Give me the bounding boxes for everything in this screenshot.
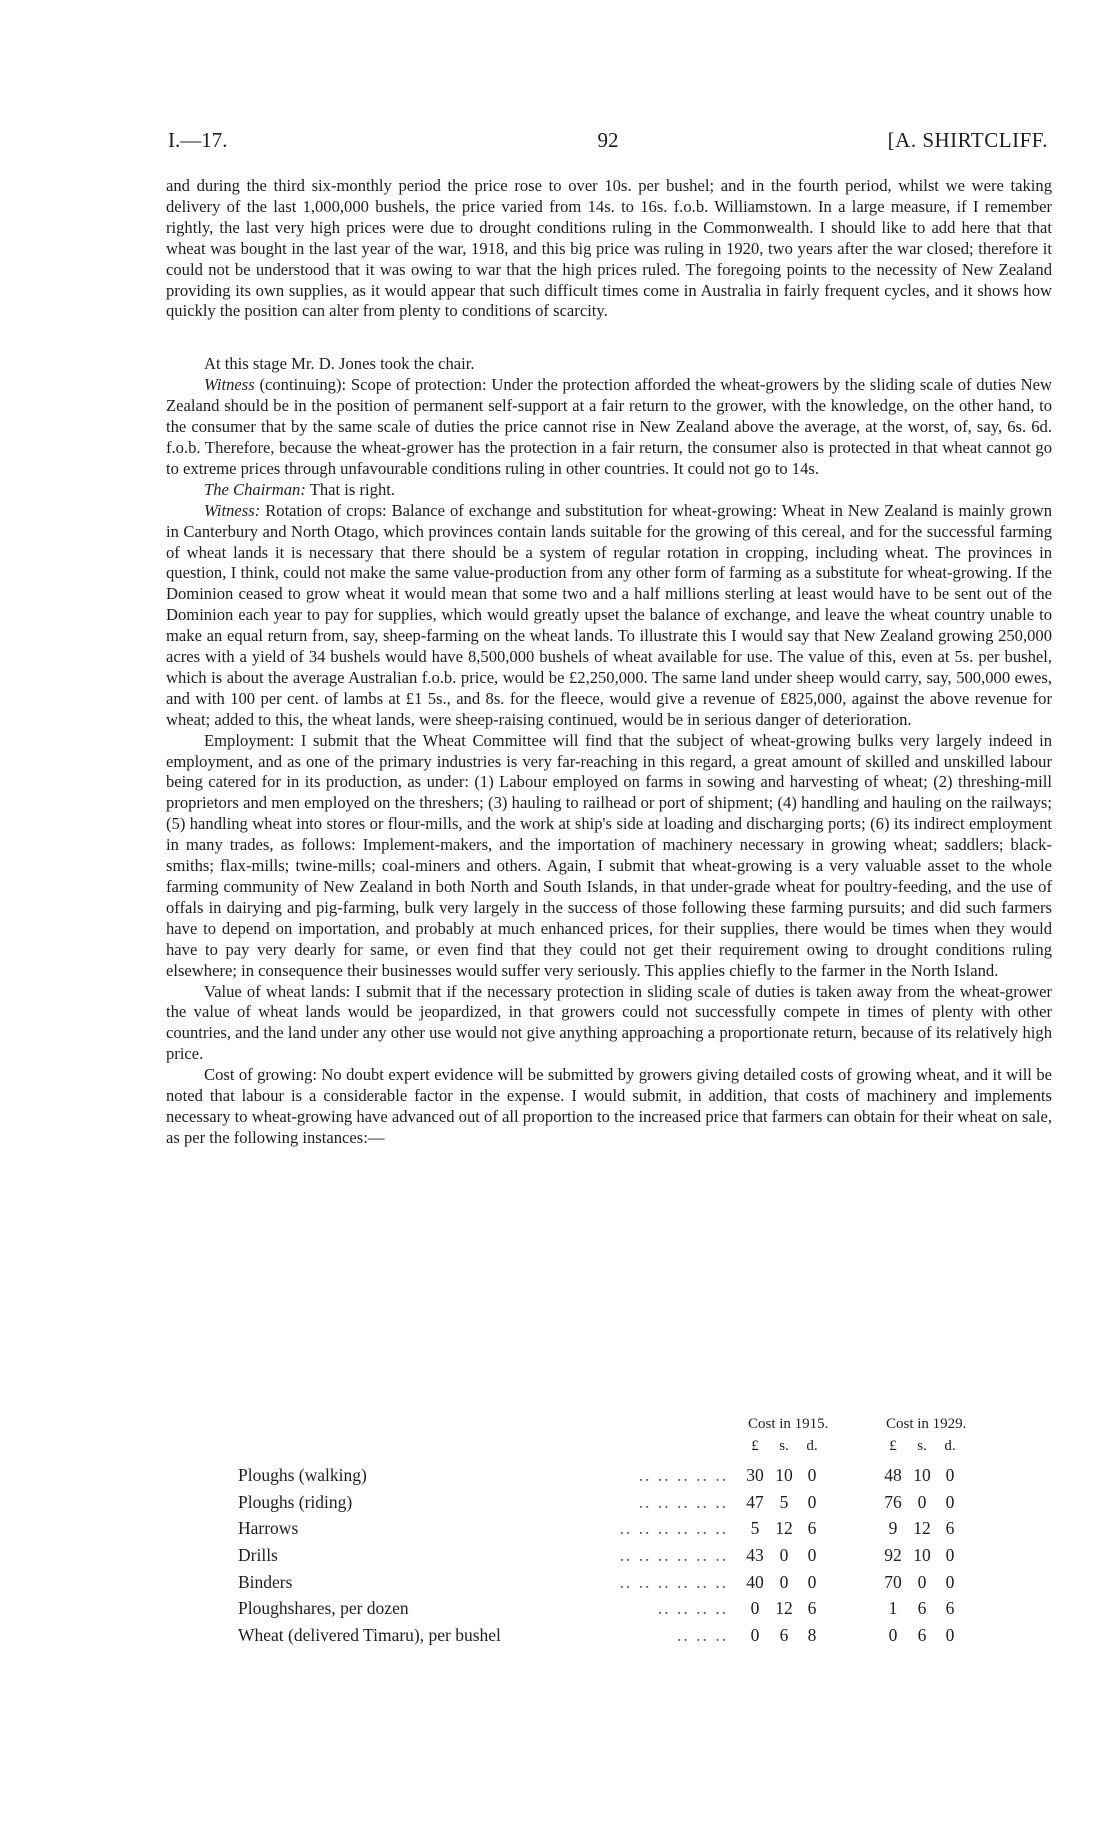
paragraph: Cost of growing: No doubt expert evidence will be submitted by growers giving detailed costs of growing wheat, and it will be noted that labour is a considerable factor in the expense. I would submit, in addition, that costs of machinery and implements necessary to wheat-growing have advanced out of all proportion to the increased price that farmers can obtain for their wheat on sale, as per the following instances:—	[166, 1065, 1052, 1147]
table-row	[238, 1542, 998, 1569]
table-row	[238, 1595, 998, 1622]
paragraph: Witness: Rotation of crops: Balance of exchange and substitution for wheat-growing: Wheat in New Zealand is mainly grown in Canterbury and North Otago, which provinces contain lands suitable for the growing of this cereal, and for the successful farming of wheat lands it is necessary that there should be a system of regular rotation in cropping, including wheat. The provinces in question, I think, could not make the same value-production from any other form of farming as a substitute for wheat-growing. If the Dominion ceased to grow wheat it would mean that some two and a half millions sterling at least would have to be sent out of the Dominion each year to pay for supplies, which would greatly upset the balance of exchange, and leave the wheat country unable to make an equal return from, say, sheep-farming on the wheat lands. To illustrate this I would say that New Zealand growing 250,000 acres with a yield of 34 bushels would have 8,500,000 bushels of wheat available for use. The value of this, even at 5s. per bushel, which is about the average Australian f.o.b. price, would be £2,250,000. The same land under sheep would carry, say, 500,000 ewes, and with 100 per cent. of lambs at £1 5s., and 8s. for the fleece, would give a revenue of £825,000, against the above revenue for wheat; added to this, the wheat lands, were sheep-raising continued, would be in serious danger of deterioration.	[166, 500, 1052, 729]
page-header	[168, 128, 1048, 162]
witness-name: [A. SHIRTCLIFF.	[887, 128, 1048, 152]
cost-1929: 48 10 0	[884, 1465, 955, 1485]
cost-1929: 0 6 0	[888, 1625, 955, 1646]
dot-leaders: .. .. .. .. .. ..	[619, 1518, 728, 1539]
item-label: Drills	[238, 1545, 278, 1566]
speaker-label: Witness	[204, 375, 255, 395]
item-label: Ploughshares, per dozen	[238, 1598, 409, 1619]
paragraph: Value of wheat lands: I submit that if the necessary protection in sliding scale of duties is taken away from the wheat-grower the value of wheat lands would be jeopardized, in that growers could not successfully compete in times of plenty with other countries, and the land under any other use would not give anything approaching a proportionate return, because of its relatively high price.	[166, 981, 1052, 1064]
speaker-label: The Chairman:	[204, 479, 306, 499]
table-row	[238, 1462, 998, 1489]
cost-1929: 70 0 0	[884, 1571, 955, 1592]
table-row	[238, 1569, 998, 1596]
column-title-1915: Cost in 1915.	[748, 1416, 829, 1432]
units-1929: £ s. d.	[889, 1438, 956, 1454]
cost-1915: 40 0 0	[746, 1571, 817, 1592]
costs-table	[238, 1416, 998, 1649]
units-1915: £ s. d.	[751, 1438, 818, 1454]
dot-leaders: .. .. .. .. .. ..	[619, 1545, 728, 1566]
dot-leaders: .. .. .. .. .. ..	[619, 1571, 728, 1592]
item-label: Harrows	[238, 1518, 299, 1539]
body-text	[166, 176, 1052, 1149]
cost-1915: 30 10 0	[746, 1465, 817, 1485]
costs-table-header	[238, 1416, 998, 1462]
paragraph: and during the third six-monthly period the price rose to over 10s. per bushel; and in the fourth period, whilst we were taking delivery of the last 1,000,000 bushels, the price varied from 14s. to 16s. f.o.b. Williamstown. In a large measure, if I remember rightly, the last very high prices were due to drought conditions ruling in the Commonwealth. I should like to add here that that wheat was bought in the last year of the war, 1918, and this big price was ruling in 1920, two years after the war closed; therefore it could not be understood that it was owing to war that the high prices ruled. The foregoing points to the necessity of New Zealand providing its own supplies, as it would appear that such difficult times come in Australia in fairly frequent cycles, and it shows how quickly the position can alter from plenty to conditions of scarcity.	[166, 176, 1052, 321]
table-row	[238, 1622, 998, 1649]
item-label: Wheat (delivered Timaru), per bushel	[238, 1625, 501, 1646]
item-label: Binders	[238, 1571, 293, 1592]
cost-1915: 5 12 6	[750, 1518, 817, 1539]
item-label: Ploughs (walking)	[238, 1465, 367, 1485]
paragraph: At this stage Mr. D. Jones took the chair.	[204, 354, 475, 374]
dot-leaders: .. .. .. ..	[657, 1598, 728, 1619]
cost-1915: 0 6 8	[750, 1625, 817, 1646]
cost-1915: 43 0 0	[746, 1545, 817, 1566]
speaker-label: Witness:	[204, 500, 261, 520]
report-reference: I.—17.	[168, 128, 228, 152]
cost-1929: 92 10 0	[884, 1545, 955, 1566]
dot-leaders: .. .. .. .. ..	[638, 1491, 728, 1512]
item-label: Ploughs (riding)	[238, 1491, 353, 1512]
cost-1929: 1 6 6	[888, 1598, 955, 1619]
dot-leaders: .. .. .. .. ..	[638, 1465, 728, 1485]
dot-leaders: .. .. ..	[677, 1625, 728, 1646]
paragraph: Witness (continuing): Scope of protection: Under the protection afforded the wheat-growers by the sliding scale of duties New Zealand should be in the position of permanent self-support at a fair return to the grower, with the knowledge, on the other hand, to the consumer that by the same scale of duties the price cannot rise in New Zealand above the average, at the worst, of, say, 6s. 6d. f.o.b. Therefore, because the wheat-grower has the protection in a fair return, the consumer also is protected in that wheat cannot go to extreme prices through unfavourable conditions ruling in other countries. It could not go to 14s.	[166, 375, 1052, 478]
page-number: 92	[597, 128, 619, 152]
cost-1929: 76 0 0	[884, 1491, 955, 1512]
cost-1929: 9 12 6	[888, 1518, 955, 1539]
table-row	[238, 1515, 998, 1542]
paragraph: Employment: I submit that the Wheat Committee will find that the subject of wheat-growing bulks very largely indeed in employment, and as one of the primary industries is very far-reaching in this regard, a great amount of skilled and unskilled labour being catered for in its production, as under: (1) Labour employed on farms in sowing and harvesting of wheat; (2) threshing-mill proprietors and men employed on the threshers; (3) hauling to railhead or port of shipment; (4) handling and hauling on the railways; (5) handling wheat into stores or flour-mills, and the work at ship's side at loading and discharging ports; (6) its indirect employment in many trades, as follows: Implement-makers, and the importation of machinery necessary in growing wheat; saddlers; black-smiths; flax-mills; twine-mills; coal-miners and others. Again, I submit that wheat-growing is a very valuable asset to the whole farming community of New Zealand in both North and South Islands, in that under-grade wheat for poultry-feeding, and the use of offals in dairying and pig-farming, bulk very largely in the success of those following these farming pursuits; and did such farmers have to depend on importation, and probably at much enhanced prices, for their supplies, there would be times when they would have to pay very dearly for same, or even find that they could not get their requirement owing to drought conditions ruling elsewhere; in consequence their businesses would suffer very seriously. This applies chiefly to the farmer in the North Island.	[166, 730, 1052, 980]
table-row	[238, 1489, 998, 1516]
column-title-1929: Cost in 1929.	[886, 1416, 967, 1432]
cost-1915: 0 12 6	[750, 1598, 817, 1619]
cost-1915: 47 5 0	[746, 1491, 817, 1512]
paragraph: The Chairman: That is right.	[204, 479, 395, 499]
